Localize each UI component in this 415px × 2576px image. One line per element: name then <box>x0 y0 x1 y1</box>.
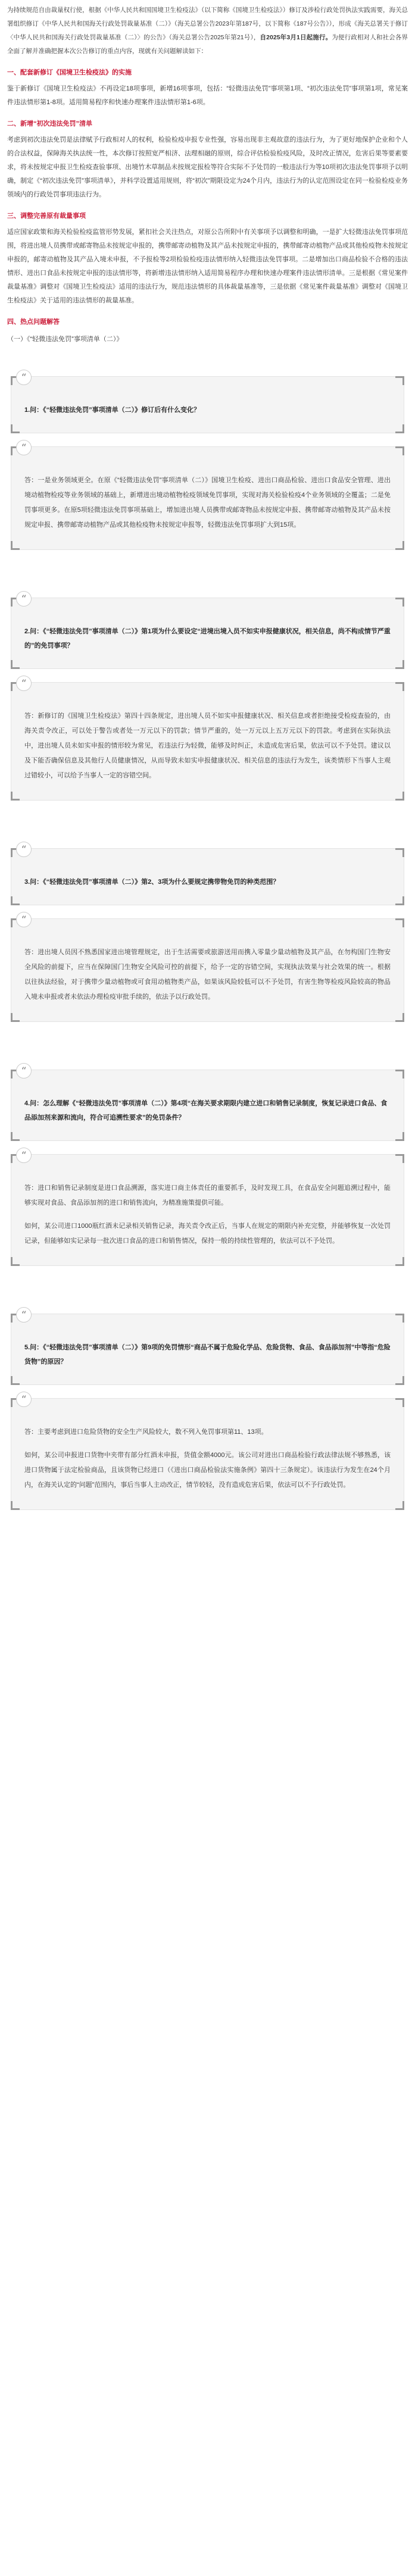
answer-box <box>11 442 404 550</box>
answer-paragraph: 如何，某公司申报进口货物中夹带有部分红酒未申报，货值金额4000元。该公司对进出口商品检验行政法律法规不够熟悉，该进口货物属于法定检验商品，且该货物已经进口（《进出口商品检验法实施条例》第四十三条规定）。该违法行为发生在24个月内，在海关认定的“问题”范围内，事后当事人主动改正，情节较轻，没有造成危害后果，依法可以不予行政处罚。 <box>24 1452 391 1489</box>
answer-text <box>24 709 391 783</box>
qa-block <box>11 364 404 550</box>
answer-box <box>11 1394 404 1510</box>
quote-mark-icon: “ <box>16 440 32 455</box>
section-4 <box>0 316 415 346</box>
answer-paragraph: 答：进口和销售记录制度是进口食品溯源，落实进口商主体责任的重要抓手，及时发现工具，在食品安全问题追溯过程中，能够实现对食品、食品添加剂的进口和销售流向，为精准施策提供可能。 <box>24 1184 391 1206</box>
question-text: 3.问：《“轻微违法免罚”事项清单（二）》第2、3项为什么要规定携带物免罚的种类范围？ <box>24 879 280 886</box>
answer-box <box>11 914 404 1022</box>
qa-block <box>11 836 404 1022</box>
intro-tail: 为便行政相对人和社会各界全面了解并准确把握本次公告修订的重点内容，现就有关问题解读如下： <box>7 34 408 55</box>
answer-paragraph: 答：一是业务领域更全。在原《“轻微违法免罚”事项清单（二）》国境卫生检疫、进出口商品检验、进出口食品安全管理、进出境动植物检疫等业务领域的基础上，新增进出境动植物检疫领域免罚事项，实现对海关检验检疫4个业务领域的全覆盖；二是免罚事项更多。在原5项轻微违法免罚事项基础上，增加进出境人员携带或邮寄物品未按规定申报、携带邮寄动植物及其产品未按规定申报、携带邮寄动植物产品或其他检疫物未按规定申报等，轻微违法免罚事项扩大到15项。 <box>24 477 391 529</box>
answer-paragraph: 答：主要考虑到进口危险货物的安全生产风险较大，数不列入免罚事项第11、13项。 <box>24 1428 268 1436</box>
question-text: 2.问：《“轻微违法免罚”事项清单（二）》第1项为什么要设定“进境出境入员不如实申报健康状况，相关信息，尚不构成情节严重的”的免罚事项？ <box>24 628 391 649</box>
answer-text <box>24 945 391 1005</box>
quote-mark-icon: “ <box>16 912 32 927</box>
answer-box <box>11 678 404 801</box>
section-2 <box>0 118 415 202</box>
question-box <box>11 372 404 433</box>
question-box <box>11 1065 404 1141</box>
subsection-heading: （一）《“轻微违法免罚”事项清单（二）》 <box>7 336 123 343</box>
answer-paragraph: 答：进出境人员因不熟悉国家进出境管理规定，出于生活需要或旅游送用而携入零量少量动植物及其产品，在勿构国门生物安全风险的前提下，应当在保障国门生物安全风险可控的前提下，给予一定的容错空间，实现执法效果与社会效果的统一。根据以往执法经验，对于携带少量动植物或可食用动植物类产品，如果该风险较低可以不予处罚，有害生物等检疫风险较高的物品入境未申报或者未依法办理检疫审批手续的，依法予以行政处罚。 <box>24 949 391 1001</box>
section-3 <box>0 210 415 308</box>
qa-block <box>11 586 404 801</box>
answer-text <box>24 1425 391 1493</box>
question-text: 4.问：怎么理解《“轻微违法免罚”事项清单（二）》第4项“在海关要求期限内建立进口和销售记录制度，恢复记录进口食品、食品添加剂来源和流向，符合可追溯性要求”的免罚条件？ <box>24 1100 388 1121</box>
question-text: 1.问：《“轻微违法免罚”事项清单（二）》修订后有什么变化？ <box>24 407 201 414</box>
answer-paragraph: 如何，某公司进口1000瓶红酒未记录相关销售记录，海关责令改正后，当事人在规定的期限内补充完整，并能够恢复一次处罚记录，但能够如实记录每一批次进口食品的进口和销售情况，保持一般的持续性管理的，依法可以不予处罚。 <box>24 1223 391 1245</box>
answer-text <box>24 1181 391 1249</box>
quote-mark-icon: “ <box>16 1307 32 1323</box>
qa-block <box>11 1302 404 1510</box>
section-body: 鉴于新修订《国境卫生检疫法》不再设定18项事项，新增16项事项，包括：“轻微违法免罚”事项第1项、“初次违法免罚”事项第1项，常见案件违法情形第1-8项。适用简易程序和快速办理案件违法情形第1-6项。 <box>7 85 408 106</box>
quote-mark-icon: “ <box>16 1063 32 1078</box>
quote-mark-icon: “ <box>16 591 32 607</box>
quote-mark-icon: “ <box>16 370 32 385</box>
section-heading: 二、新增“初次违法免罚”清单 <box>7 120 92 127</box>
quote-mark-icon: “ <box>16 1148 32 1163</box>
quote-mark-icon: “ <box>16 1392 32 1407</box>
section-body: 考虑到初次违法免罚是法律赋予行政相对人的权利，检验检疫申报专业性强，容易出现非主观故意的违法行为，为了更好地保护企业和个人的合法权益，保障海关执法统一性，本次修订按照宽严相济、法理相融的原则，综合评估检验检疫风险，及时改正情况，危害后果等要素要求，将未按规定申报卫生检疫查验事项、出境竹木草制品未按规定报检等符合实际不予处罚的一般违法行为等10项初次违法免罚事项予以明确，制定《“初次违法免罚”事项清单》，并科学设置适用规则，将“初次”期限设定为24个月内，违法行为的认定范围设定在同一检验检疫业务领域内的行政处罚事项违法行为。 <box>7 136 408 198</box>
qa-block <box>11 1058 404 1266</box>
intro-paragraph <box>0 0 415 58</box>
answer-text <box>24 473 391 533</box>
question-box <box>11 1309 404 1385</box>
question-text: 5.问：《“轻微违法免罚”事项清单（二）》第9项的免罚情形“商品不属于危险化学品、危险货物、食品、食品添加剂”中等指“危险货物”的原因？ <box>24 1344 391 1365</box>
intro-text: 为持续规范自由裁量权行使，根据《中华人民共和国国境卫生检疫法》（以下简称《国境卫生检疫法》）修订及涉检行政处罚执法实践需要，海关总署组织修订《中华人民共和国海关行政处罚裁量基准（二）》（海关总署公告2023年第187号，以下简称《187号公告》），形成《海关总署关于修订〈中华人民共和国海关行政处罚裁量基准（二）〉的公告》（海关总署公告2025年第21号）， <box>7 7 408 41</box>
intro-effective-date: 自2025年3月1日起施行。 <box>260 34 332 41</box>
section-heading: 一、配套新修订《国境卫生检疫法》的实施 <box>7 69 132 76</box>
section-heading: 四、热点问题解答 <box>7 318 60 326</box>
quote-mark-icon: “ <box>16 676 32 691</box>
question-box <box>11 844 404 905</box>
answer-paragraph: 答：新修订的《国境卫生检疫法》第四十四条规定，进出境人员不如实申报健康状况、相关信息或者拒绝接受检疫查验的，由海关责令改正，可以处于警告或者处一万元以下的罚款；情节严重的，处一万元以上五万元以下的罚款。考虑到在实际执法中，进出境人员未如实申报的情形较为常见，若违法行为轻微，能够及时纠正，未造成危害后果，依法可以不予处罚。建议以及下能否确保信息及其他行人员健康情况，从而导致未如实申报健康状况、相关信息的违法行为发生，该类情形下当事人主观过错较小，可以给予当事人一定的容错空间。 <box>24 712 391 779</box>
question-box <box>11 593 404 669</box>
quote-mark-icon: “ <box>16 842 32 857</box>
answer-box <box>11 1150 404 1266</box>
section-1 <box>0 67 415 110</box>
section-body: 适应国家政策和海关检验检疫监管形势发展，紧扣社会关注热点，对原公告所附中有关事项予以调整和明确，一是扩大轻微违法免罚事项范围，将进出境人员携带或邮寄物品未按规定申报的，携带邮寄动植物及其产品未按规定申报的，携带邮寄动植物产品或其他检疫物未按规定申报的，邮寄动植物及其产品入境未申报，不予报检等2项检验检疫违法情形纳入轻微违法免罚事项。二是增加出口商品检验不合格的违法情形、进出口食品未按规定申报的违法情形等，将新增违法情形纳入适用简易程序办理和快速办理案件违法情形清单。三是根据《常见案件裁量基准》调整对《国境卫生检疫法》适用的违法行为，规范违法情形的具体裁量基准等，三是依据《常见案件裁量基准》调整对《国境卫生检疫法》关于适用的违法情形的裁量基准。 <box>7 229 408 304</box>
section-heading: 三、调整完善原有裁量事项 <box>7 212 86 220</box>
